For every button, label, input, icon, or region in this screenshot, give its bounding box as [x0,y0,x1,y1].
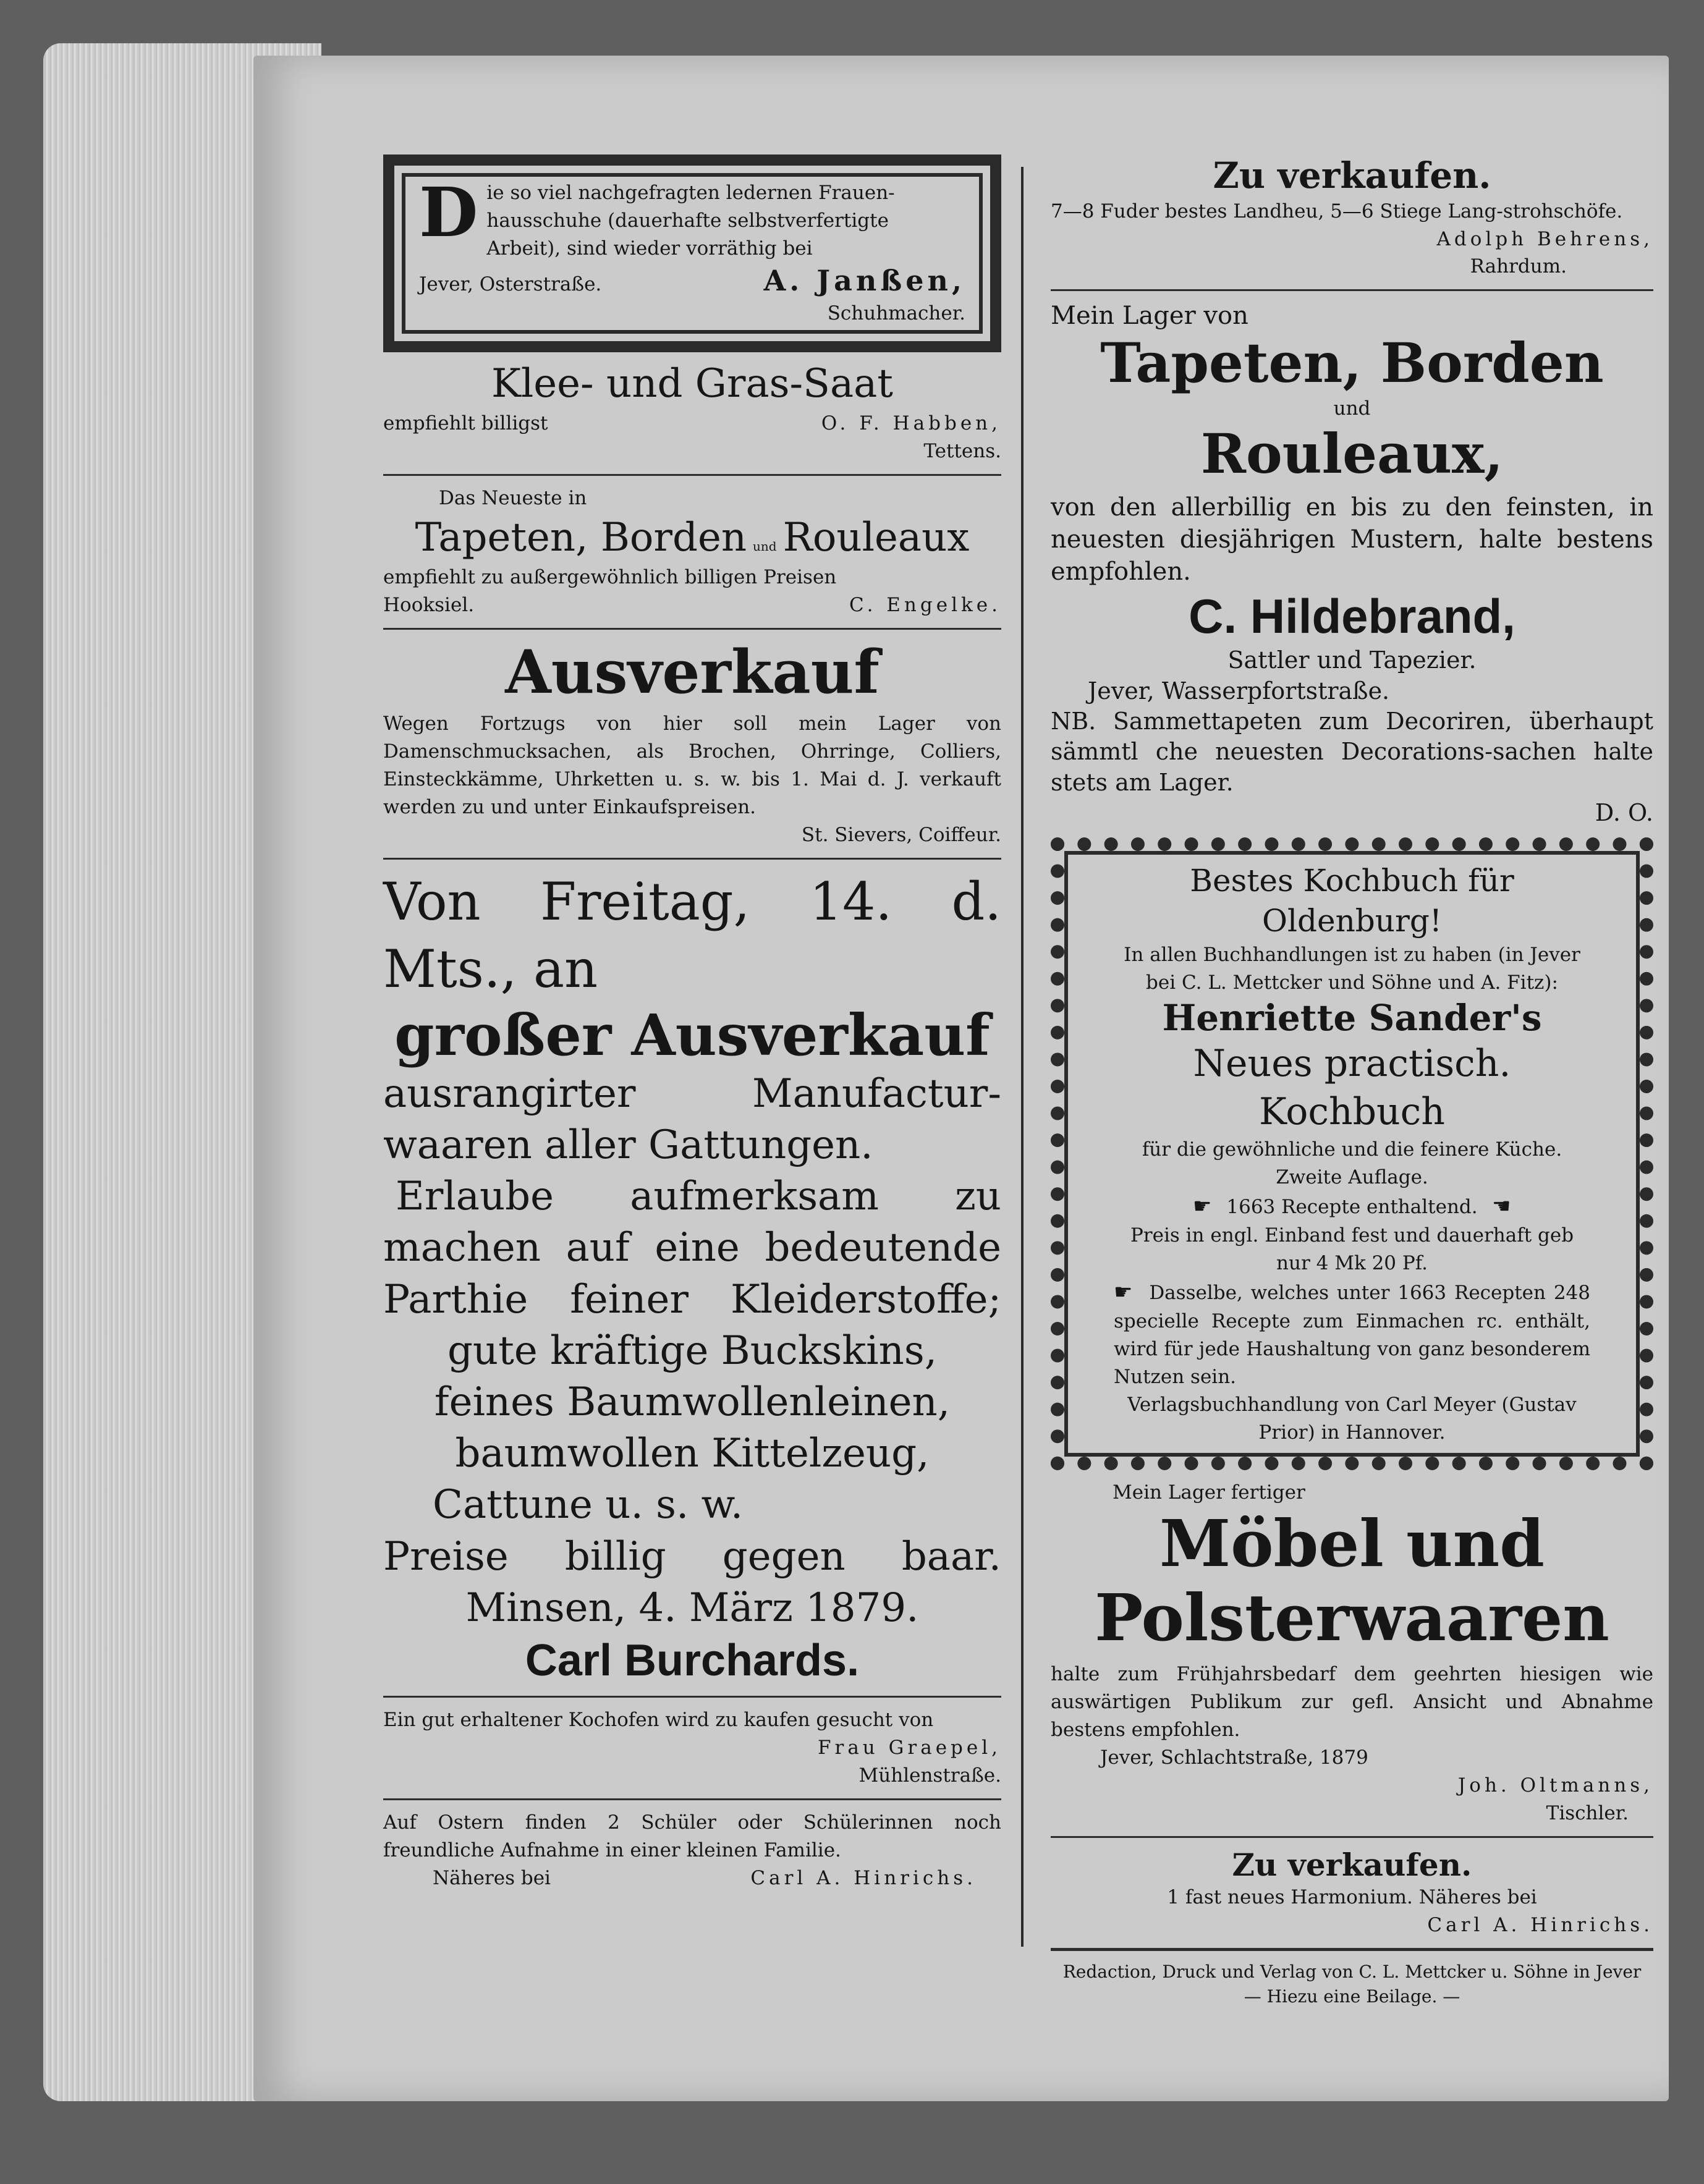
ad-title: Zu verkaufen. [1232,1846,1472,1883]
ad-line: Preise billig gegen baar. [383,1533,1001,1580]
ad-title-b: Rouleaux, [1200,421,1504,486]
ad-text: Auf Ostern finden 2 Schüler oder Schülerinnen noch freundliche Aufnahme in einer kleinen Familie. [383,1811,1001,1862]
ad-line: Erlaube aufmerksam zu [396,1174,1001,1220]
ad-line: empfiehlt zu außergewöhnlich billigen Preisen [383,565,837,588]
ad-price: Preis in engl. Einband fest und dauerhaft geb nur 4 Mk 20 Pf. [1130,1224,1574,1275]
ad-line: Mts., an [383,938,598,999]
ad-name: Joh. Oltmanns, [1457,1774,1653,1797]
ad-title-b: Polsterwaaren [1095,1579,1609,1656]
ad-name: C. Hildebrand, [1189,588,1515,643]
ad-name: O. F. Habben, [821,412,1001,434]
ad-seed [383,358,1001,465]
divider [1051,289,1653,291]
divider [383,474,1001,476]
column-divider [1021,167,1024,1947]
ad-recipes: 1663 Recepte enthaltend. [1226,1196,1478,1218]
ad-line: machen auf eine bedeutende [383,1225,1001,1271]
ad-sale-sievers [383,638,1001,849]
ad-text: von den allerbillig en bis zu den feinsten, in neuesten diesjährigen Mustern, halte bestens empfohlen. [1051,493,1653,586]
ad-trade: Tischler. [1546,1801,1629,1824]
ad-place: Rahrdum. [1470,255,1567,278]
ad-line: feines Baumwollenleinen, [434,1379,951,1425]
ad-title-a: Möbel und [1159,1505,1545,1582]
dropcap: D [419,172,478,252]
ad-line: Cattune u. s. w. [433,1482,744,1528]
divider [1051,1836,1653,1838]
ad-title-a: Tapeten, Borden [1100,331,1604,396]
divider [383,858,1001,860]
divider [383,628,1001,630]
ad-place: Tettens. [923,439,1001,462]
ad-title: Klee- und Gras-Saat [491,360,893,407]
ad-line: baumwollen Kittelzeug, [455,1431,930,1477]
ad-same: Dasselbe, welches unter 1663 Recepten 248 specielle Recepte zum Einmachen rc. enthält, wird für jede Haushaltung von ganz besonderem Nutzen sein. [1114,1282,1590,1389]
ad-name: Carl Burchards. [525,1635,860,1685]
ad-sub: für die gewöhnliche und die feinere Küche. [1142,1138,1562,1161]
ad-und: und [753,538,777,554]
ad-hay [1051,154,1653,281]
ad-name: Carl A. Hinrichs. [750,1867,977,1889]
pointing-hand-icon: ☛ [1193,1194,1212,1219]
ad-text: 1 fast neues Harmonium. Näheres bei [1167,1886,1537,1908]
ad-line: waaren aller Gattungen. [383,1122,873,1169]
ad-place: Jever, Schlachtstraße, 1879 [1100,1746,1368,1769]
ad-line: Von Freitag, 14. d. [383,871,1001,932]
ad-text: Wegen Fortzugs von hier soll mein Lager von Damenschmucksachen, als Brochen, Ohrringe, Colliers, Einsteckkämme, Uhrketten u. s. w. bis 1. Mai d. J. verkauft werden zu und unter Einkaufspreisen. [383,713,1001,818]
ad-edition: Zweite Auflage. [1276,1166,1428,1189]
ad-book: Neues practisch. Kochbuch [1193,1042,1511,1134]
ad-place: Hooksiel. [383,593,475,616]
left-column [383,154,1001,1892]
ad-trade: Sattler und Tapezier. [1227,646,1477,674]
ad-line: ausrangirter Manufactur- [383,1070,1001,1117]
ad-author: Henriette Sander's [1162,996,1542,1039]
ad-furniture [1051,1479,1653,1827]
ad-text: Ein gut erhaltener Kochofen wird zu kaufen gesucht von [383,1709,934,1732]
ad-line: gute kräftige Buckskins, [447,1327,938,1374]
ad-harmonium [1051,1847,1653,1939]
ad-text: halte zum Frühjahrsbedarf dem geehrten hiesigen wie auswärtigen Publikum zur gefl. Ansicht und Abnahme bestens empfohlen. [1051,1663,1653,1742]
ad-title: Ausverkauf [505,637,880,707]
ad-cookbook [1051,837,1653,1471]
divider [383,1798,1001,1800]
ad-intro: Mein Lager von [1051,302,1248,331]
ad-sign: St. Sievers, Coiffeur. [801,823,1001,846]
ad-trade: Schuhmacher. [827,302,965,324]
ad-line: empfiehlt billigst [383,412,548,434]
ad-nb-sign: D. O. [1595,799,1653,827]
ad-name: A. Janßen, [763,263,965,297]
ad-intro: Mein Lager fertiger [1113,1481,1305,1504]
imprint-line: — Hiezu eine Beilage. — [1244,1986,1460,2007]
ad-title: Zu verkaufen. [1213,154,1491,197]
ad-pupils [383,1809,1001,1892]
ad-burchards [383,868,1001,1688]
ad-line: Parthie feiner Kleiderstoffe; [383,1276,1001,1323]
ad-avail: In allen Buchhandlungen ist zu haben (in Jever bei C. L. Mettcker und Söhne und A. Fitz): [1124,943,1580,994]
ad-title-b: Rouleaux [782,514,970,561]
ad-place: Mühlenstraße. [858,1764,1001,1787]
ad-headline: großer Ausverkauf [394,1002,990,1069]
ad-name: Adolph Behrens, [1436,227,1653,250]
ad-place: Jever, Wasserpfortstraße. [1088,677,1390,705]
ad-name: C. Engelke. [849,593,1001,616]
ad-place: Jever, Osterstraße. [419,273,602,295]
divider [1051,1948,1653,1951]
ad-more: Näheres bei [433,1867,551,1889]
pointing-hand-icon: ☛ [1114,1280,1133,1305]
ad-line: Minsen, 4. März 1879. [465,1585,919,1631]
ad-name: Carl A. Hinrichs. [1427,1913,1653,1936]
ad-und: und [1333,397,1371,420]
ad-publisher: Verlagsbuchhandlung von Carl Meyer (Gustav Prior) in Hannover. [1127,1394,1577,1444]
ad-title: Bestes Kochbuch für Oldenburg! [1190,862,1514,939]
ad-intro: Das Neueste in [439,486,587,509]
imprint [1051,1960,1653,2010]
ad-wallpaper-engelke [383,485,1001,619]
divider [383,1696,1001,1698]
ad-nb: NB. Sammettapeten zum Decoriren, überhaupt sämmtl che neuesten Decorations-sachen halte stets am Lager. [1051,708,1653,796]
ad-stove [383,1706,1001,1790]
ad-shoes [383,154,1001,352]
ad-text: 7—8 Fuder bestes Landheu, 5—6 Stiege Lang-strohschöfe. [1051,200,1623,222]
pointing-hand-icon: ☛ [1492,1194,1511,1219]
ad-hildebrand [1051,300,1653,828]
ad-name: Frau Graepel, [818,1737,1001,1759]
right-column [1051,154,1653,2010]
ad-title-a: Tapeten, Borden [415,514,747,561]
ad-text: ie so viel nachgefragten ledernen Frauen-hausschuhe (dauerhafte selbstverfertigte Arbeit), sind wieder vorräthig bei [486,182,895,260]
imprint-line: Redaction, Druck und Verlag von C. L. Mettcker u. Söhne in Jever [1062,1961,1642,1982]
